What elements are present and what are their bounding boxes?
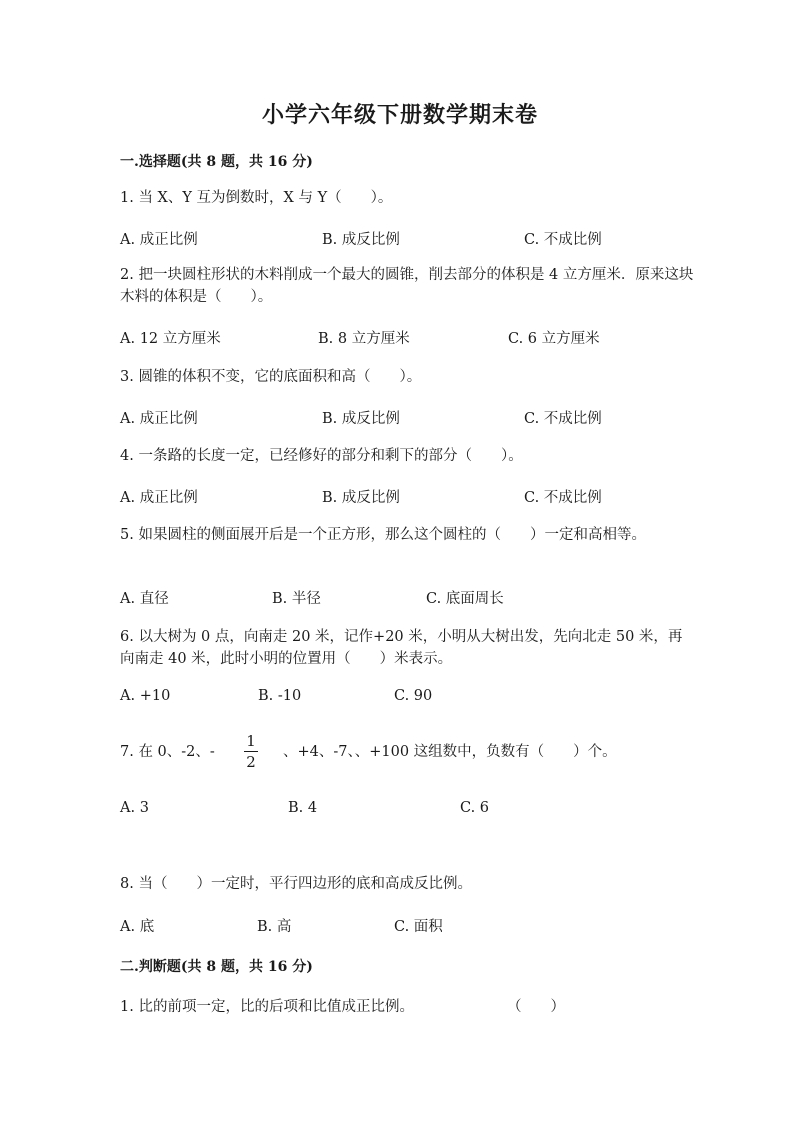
q8-option-a: A. 底	[120, 919, 155, 935]
q4-option-c: C. 不成比例	[524, 490, 602, 506]
q3-option-c: C. 不成比例	[524, 411, 602, 427]
q5-option-c: C. 底面周长	[426, 591, 504, 607]
q7-option-a: A. 3	[120, 800, 149, 816]
q4-option-b: B. 成反比例	[322, 490, 400, 506]
q7-option-c: C. 6	[460, 800, 490, 816]
q1-option-a: A. 成正比例	[120, 232, 198, 248]
q6-option-b: B. -10	[258, 688, 302, 704]
fraction-denominator: 2	[246, 753, 256, 771]
q7-option-b: B. 4	[288, 800, 318, 816]
question-6: 6. 以大树为 0 点，向南走 20 米，记作+20 米，小明从大树出发，先向北走 50 米，再向南走 40 米，此时小明的位置用（ ）米表示。	[120, 629, 683, 667]
q2-option-a: A. 12 立方厘米	[120, 331, 221, 347]
q5-option-b: B. 半径	[272, 591, 321, 607]
q6-option-c: C. 90	[394, 688, 433, 704]
section-heading-judge: 二.判断题(共 8 题，共 16 分)	[120, 959, 313, 975]
section-heading-choice: 一.选择题(共 8 题，共 16 分)	[120, 154, 313, 170]
question-7-part-2: 、+4、-7、、+100 这组数中，负数有（ ）个。	[283, 744, 617, 760]
q2-option-b: B. 8 立方厘米	[318, 331, 410, 347]
fraction-one-half	[244, 732, 258, 771]
q4-option-a: A. 成正比例	[120, 490, 198, 506]
judge-question-1-blank: （ ）	[507, 999, 565, 1015]
q1-option-b: B. 成反比例	[322, 232, 400, 248]
question-7-part-1: 7. 在 0、-2、-	[120, 744, 215, 760]
question-1: 1. 当 X、Y 互为倒数时，X 与 Y（ ）。	[120, 190, 393, 206]
page-title: 小学六年级下册数学期末卷	[261, 102, 538, 128]
q6-option-a: A. +10	[120, 688, 171, 704]
q1-option-c: C. 不成比例	[524, 232, 602, 248]
question-2: 2. 把一块圆柱形状的木料削成一个最大的圆锥，削去部分的体积是 4 立方厘米．原来这块木料的体积是（ ）。	[120, 267, 694, 305]
question-3: 3. 圆锥的体积不变，它的底面积和高（ ）。	[120, 369, 422, 385]
question-5: 5. 如果圆柱的侧面展开后是一个正方形，那么这个圆柱的（ ）一定和高相等。	[120, 527, 646, 543]
q2-option-c: C. 6 立方厘米	[508, 331, 600, 347]
fraction-bar	[244, 751, 258, 752]
q5-option-a: A. 直径	[120, 591, 169, 607]
judge-question-1: 1. 比的前项一定，比的后项和比值成正比例。	[120, 999, 414, 1015]
question-8: 8. 当（ ）一定时，平行四边形的底和高成反比例。	[120, 876, 472, 892]
q3-option-a: A. 成正比例	[120, 411, 198, 427]
question-4: 4. 一条路的长度一定，已经修好的部分和剩下的部分（ ）。	[120, 448, 523, 464]
q8-option-c: C. 面积	[394, 919, 443, 935]
fraction-numerator: 1	[246, 732, 256, 750]
q3-option-b: B. 成反比例	[322, 411, 400, 427]
q8-option-b: B. 高	[257, 919, 292, 935]
